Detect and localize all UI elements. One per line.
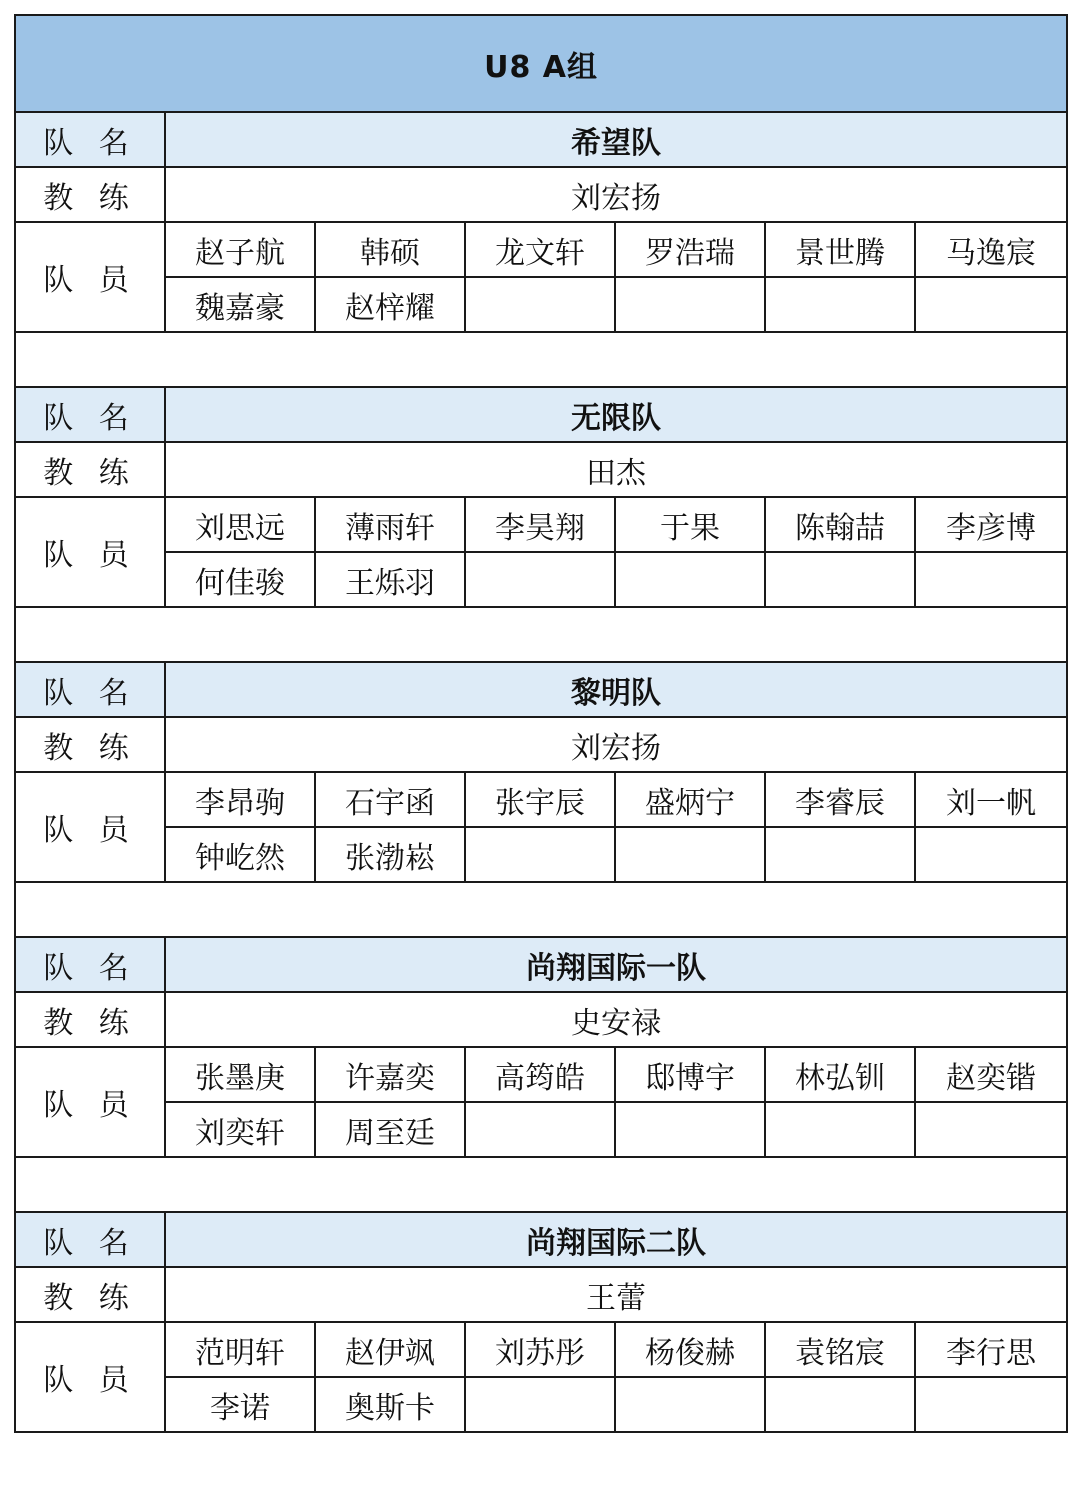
team-name-label: 队 名	[15, 387, 165, 442]
spacer-cell	[15, 607, 1067, 662]
coach-row	[15, 1267, 1067, 1322]
player-cell	[465, 277, 615, 332]
spacer-row	[15, 332, 1067, 387]
coach-label: 教 练	[15, 1267, 165, 1322]
players-label: 队 员	[15, 772, 165, 882]
player-cell	[465, 1102, 615, 1157]
players-row	[15, 1322, 1067, 1377]
players-row	[15, 1047, 1067, 1102]
player-cell: 赵奕锴	[915, 1047, 1067, 1102]
team-name-row	[15, 112, 1067, 167]
player-cell: 马逸宸	[915, 222, 1067, 277]
player-cell: 陈翰喆	[765, 497, 915, 552]
coach-label: 教 练	[15, 992, 165, 1047]
group-title: U8 A组	[15, 15, 1067, 112]
player-cell	[615, 277, 765, 332]
player-cell: 石宇函	[315, 772, 465, 827]
players-row	[15, 222, 1067, 277]
player-cell: 李昂驹	[165, 772, 315, 827]
team-name: 无限队	[165, 387, 1067, 442]
player-cell	[465, 827, 615, 882]
player-cell: 王烁羽	[315, 552, 465, 607]
team-name-label: 队 名	[15, 937, 165, 992]
player-cell	[615, 1102, 765, 1157]
coach-label: 教 练	[15, 167, 165, 222]
team-name-label: 队 名	[15, 112, 165, 167]
team-name: 尚翔国际一队	[165, 937, 1067, 992]
players-row	[15, 1102, 1067, 1157]
team-name-row	[15, 937, 1067, 992]
player-cell: 赵梓耀	[315, 277, 465, 332]
player-cell: 薄雨轩	[315, 497, 465, 552]
team-name-label: 队 名	[15, 1212, 165, 1267]
player-cell: 奥斯卡	[315, 1377, 465, 1432]
player-cell: 罗浩瑞	[615, 222, 765, 277]
coach-name: 史安禄	[165, 992, 1067, 1047]
spacer-row	[15, 607, 1067, 662]
player-cell: 何佳骏	[165, 552, 315, 607]
players-row	[15, 277, 1067, 332]
player-cell: 盛炳宁	[615, 772, 765, 827]
player-cell: 韩硕	[315, 222, 465, 277]
player-cell: 张墨庚	[165, 1047, 315, 1102]
player-cell	[915, 827, 1067, 882]
player-cell: 张渤崧	[315, 827, 465, 882]
coach-name: 刘宏扬	[165, 167, 1067, 222]
player-cell: 李昊翔	[465, 497, 615, 552]
spacer-cell	[15, 882, 1067, 937]
players-row	[15, 772, 1067, 827]
coach-label: 教 练	[15, 442, 165, 497]
coach-row	[15, 167, 1067, 222]
player-cell	[915, 552, 1067, 607]
player-cell	[765, 1377, 915, 1432]
players-row	[15, 552, 1067, 607]
spacer-cell	[15, 332, 1067, 387]
player-cell: 李诺	[165, 1377, 315, 1432]
players-label: 队 员	[15, 497, 165, 607]
team-name-label: 队 名	[15, 662, 165, 717]
player-cell: 赵子航	[165, 222, 315, 277]
player-cell: 许嘉奕	[315, 1047, 465, 1102]
player-cell: 刘一帆	[915, 772, 1067, 827]
player-cell	[615, 552, 765, 607]
player-cell: 周至廷	[315, 1102, 465, 1157]
players-row	[15, 497, 1067, 552]
player-cell: 张宇辰	[465, 772, 615, 827]
player-cell: 袁铭宸	[765, 1322, 915, 1377]
player-cell: 高筠皓	[465, 1047, 615, 1102]
players-row	[15, 827, 1067, 882]
coach-row	[15, 992, 1067, 1047]
team-name-row	[15, 1212, 1067, 1267]
player-cell: 邸博宇	[615, 1047, 765, 1102]
player-cell	[915, 1377, 1067, 1432]
player-cell	[915, 277, 1067, 332]
coach-name: 王蕾	[165, 1267, 1067, 1322]
coach-label: 教 练	[15, 717, 165, 772]
players-label: 队 员	[15, 1047, 165, 1157]
player-cell	[765, 1102, 915, 1157]
player-cell: 李彦博	[915, 497, 1067, 552]
player-cell	[615, 827, 765, 882]
player-cell: 魏嘉豪	[165, 277, 315, 332]
players-row	[15, 1377, 1067, 1432]
player-cell	[465, 1377, 615, 1432]
player-cell: 刘苏彤	[465, 1322, 615, 1377]
players-label: 队 员	[15, 222, 165, 332]
spacer-row	[15, 882, 1067, 937]
player-cell: 钟屹然	[165, 827, 315, 882]
player-cell	[765, 827, 915, 882]
player-cell: 范明轩	[165, 1322, 315, 1377]
spacer-row	[15, 1157, 1067, 1212]
team-name: 尚翔国际二队	[165, 1212, 1067, 1267]
player-cell: 林弘钏	[765, 1047, 915, 1102]
spacer-cell	[15, 1157, 1067, 1212]
player-cell: 李睿辰	[765, 772, 915, 827]
coach-name: 田杰	[165, 442, 1067, 497]
player-cell: 刘思远	[165, 497, 315, 552]
player-cell: 李行思	[915, 1322, 1067, 1377]
player-cell	[915, 1102, 1067, 1157]
team-name-row	[15, 662, 1067, 717]
team-name: 希望队	[165, 112, 1067, 167]
player-cell: 景世腾	[765, 222, 915, 277]
player-cell	[765, 277, 915, 332]
players-label: 队 员	[15, 1322, 165, 1432]
player-cell: 杨俊赫	[615, 1322, 765, 1377]
roster-table	[14, 14, 1068, 1433]
team-name-row	[15, 387, 1067, 442]
player-cell: 于果	[615, 497, 765, 552]
player-cell: 刘奕轩	[165, 1102, 315, 1157]
coach-row	[15, 717, 1067, 772]
team-name: 黎明队	[165, 662, 1067, 717]
coach-row	[15, 442, 1067, 497]
player-cell: 龙文轩	[465, 222, 615, 277]
player-cell	[465, 552, 615, 607]
player-cell: 赵伊飒	[315, 1322, 465, 1377]
coach-name: 刘宏扬	[165, 717, 1067, 772]
player-cell	[615, 1377, 765, 1432]
player-cell	[765, 552, 915, 607]
